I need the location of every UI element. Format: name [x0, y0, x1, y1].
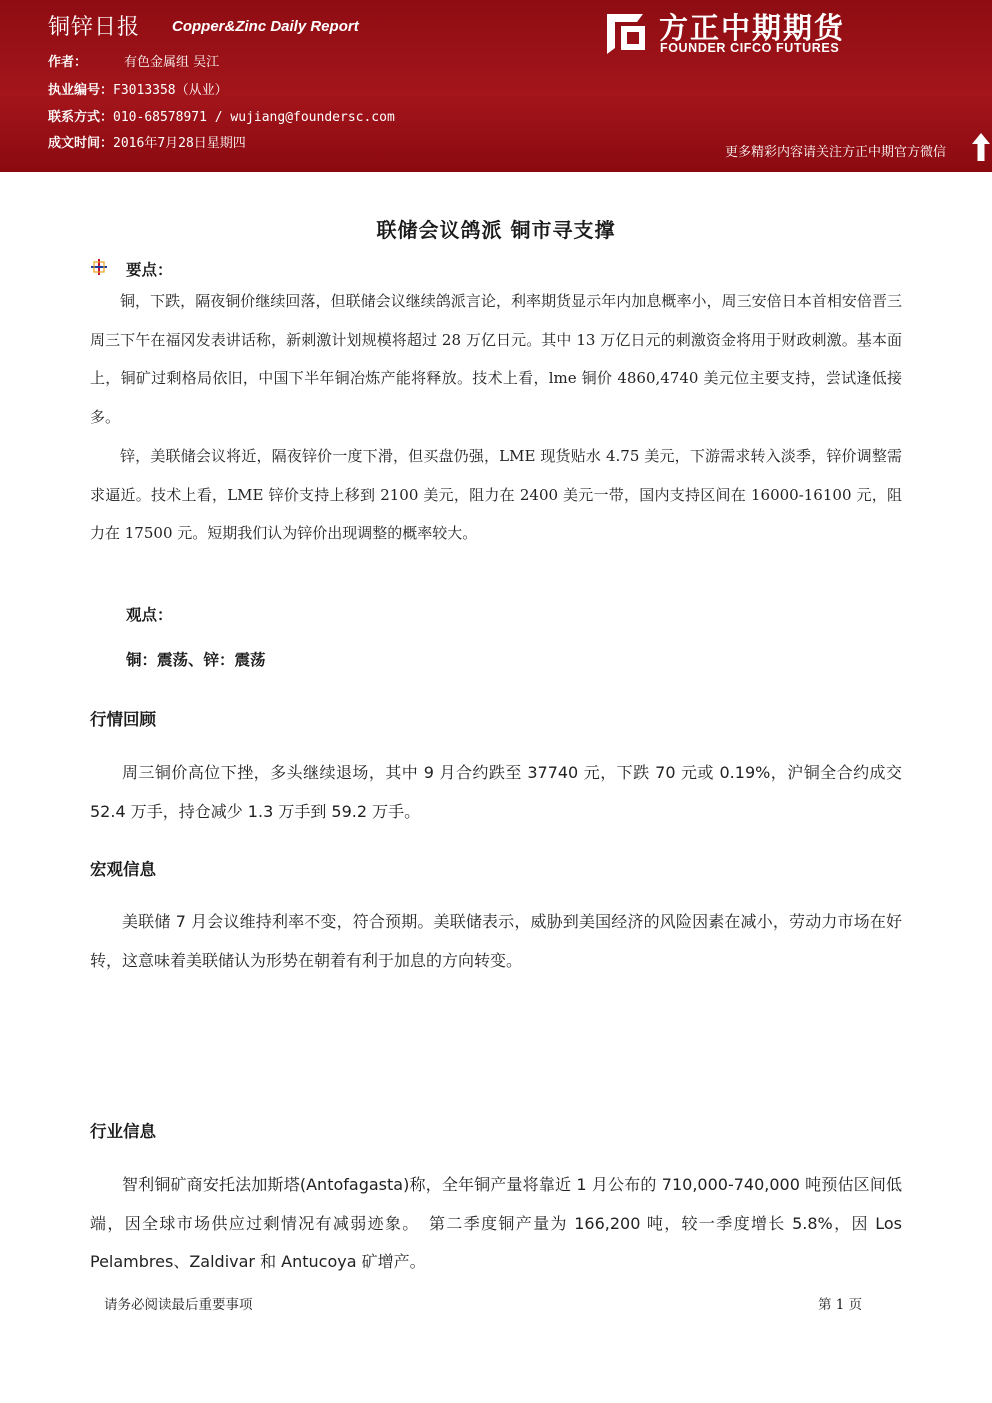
license-value: F3013358（从业）: [113, 83, 228, 98]
industry-text: 智利铜矿商安托法加斯塔(Antofagasta)称，全年铜产量将靠近 1 月公布的 710,000-740,000 吨预估区间低端，因全球市场供应过剩情况有减弱迹象。 第二季度铜产量为 166,200 吨，较一季度增长 5.8%，因 Los Pelambres、Zaldivar 和 Antucoya 矿增产。: [90, 1175, 902, 1272]
date-value: 2016年7月28日星期四: [113, 136, 246, 151]
industry-heading: 行业信息: [90, 1122, 156, 1141]
logo-text-en: FOUNDER CIFCO FUTURES: [660, 41, 840, 55]
document-title: 联储会议鸽派 铜市寻支撑: [376, 218, 616, 242]
follow-wechat-text: 更多精彩内容请关注方正中期官方微信: [725, 145, 947, 160]
up-arrow-icon: [971, 132, 991, 162]
license-row: [48, 79, 228, 98]
market-review-text: 周三铜价高位下挫，多头继续退场，其中 9 月合约跌至 37740 元，下跌 70 元或 0.19%，沪铜全合约成交 52.4 万手，持仓减少 1.3 万手到 59.2 万手。: [90, 763, 902, 821]
license-label: 执业编号：: [48, 83, 114, 98]
macro-text: 美联储 7 月会议维持利率不变，符合预期。美联储表示，威胁到美国经济的风险因素在减小，劳动力市场在好转，这意味着美联储认为形势在朝着有利于加息的方向转变。: [90, 912, 902, 970]
market-review-heading: 行情回顾: [90, 710, 156, 729]
logo-text-cn: 方正中期期货: [659, 11, 846, 45]
footer-disclaimer-note: 请务必阅读最后重要事项: [104, 1297, 253, 1313]
view-heading: 观点：: [126, 606, 173, 624]
key-point-copper: 铜，下跌，隔夜铜价继续回落，但联储会议继续鸽派言论，利率期货显示年内加息概率小，周三安倍日本首相安倍晋三周三下午在福冈发表讲话称，新刺激计划规模将超过 28 万亿日元。其中 13 万亿日元的刺激资金将用于财政刺激。基本面上，铜矿过剩格局依旧，中国下半年铜冶炼产能将释放。技术上看，lme 铜价 4860,4740 美元位主要支持，尝试逢低接多。: [90, 292, 902, 427]
author-value: 有色金属组 吴江: [124, 55, 220, 70]
macro-heading: 宏观信息: [90, 860, 156, 879]
report-header: [0, 0, 992, 172]
key-points-heading: 要点：: [126, 261, 173, 279]
report-title-cn: 铜锌日报: [48, 15, 141, 40]
date-row: [48, 132, 246, 151]
view-text: 铜：震荡、锌：震荡: [126, 651, 266, 669]
key-point-zinc: 锌，美联储会议将近，隔夜锌价一度下滑，但买盘仍强，LME 现货贴水 4.75 美元，下游需求转入淡季，锌价调整需求逼近。技术上看，LME 锌价支持上移到 2100 美元，阻力在 2400 美元一带，国内支持区间在 16000-16100 元，阻力在 17500 元。短期我们认为锌价出现调整的概率较大。: [90, 447, 902, 543]
contact-row: [48, 106, 395, 125]
contact-label: 联系方式：: [48, 110, 114, 125]
date-label: 成文时间：: [48, 136, 114, 151]
report-title-en: Copper&Zinc Daily Report: [172, 18, 359, 35]
author-label: 作者：: [48, 55, 88, 70]
founder-logo-icon: [603, 8, 651, 56]
page-number: 第 1 页: [818, 1297, 863, 1313]
author-row: [48, 51, 219, 70]
key-points-icon: [90, 259, 108, 275]
contact-value[interactable]: 010-68578971 / wujiang@foundersc.com: [113, 110, 395, 125]
